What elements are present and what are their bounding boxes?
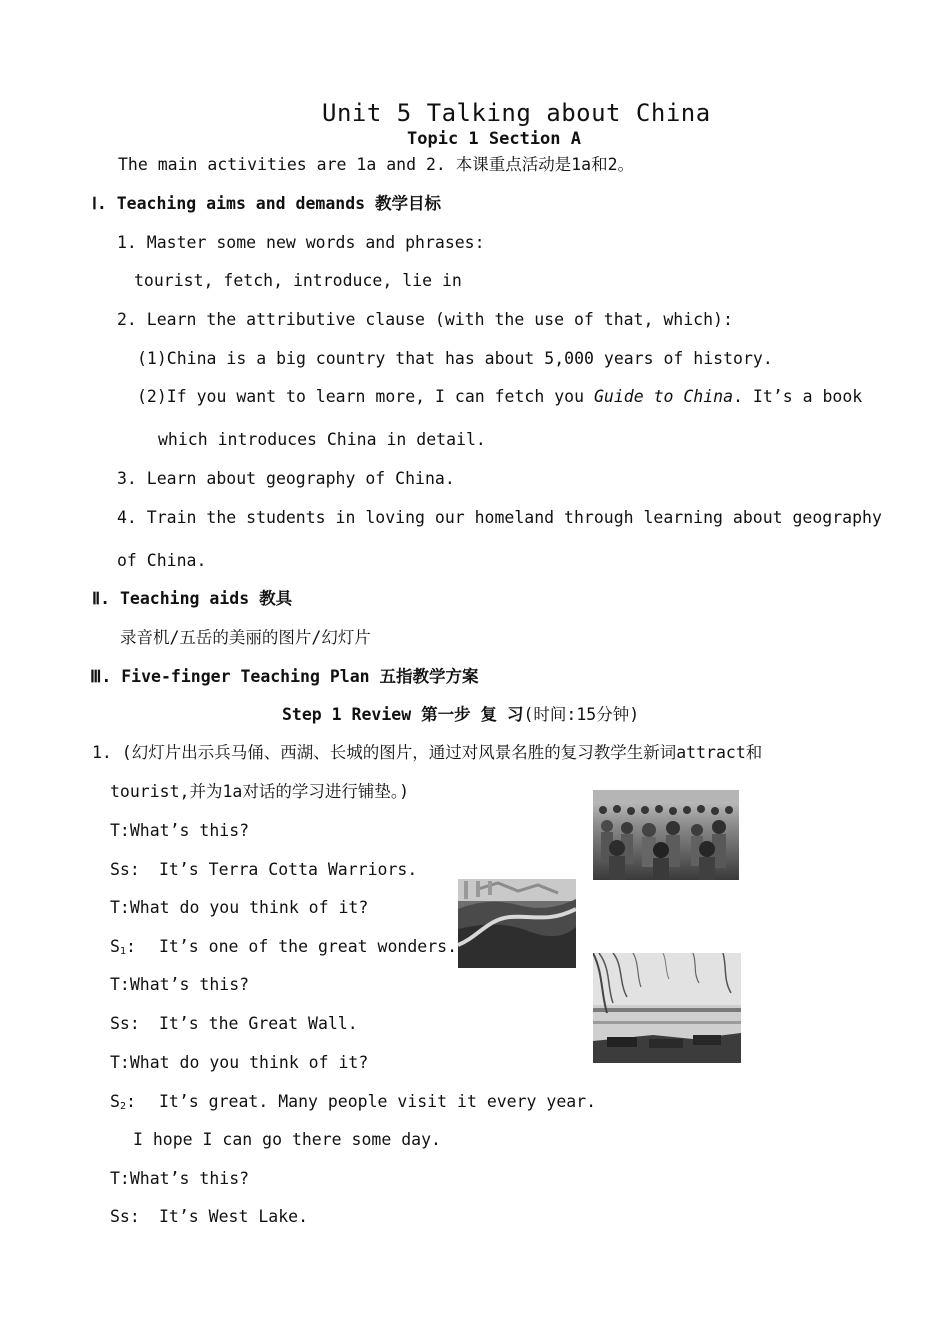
aims-item-2-example-1: (1)China is a big country that has about 5,000 years of history. <box>137 349 773 368</box>
aims-item-3: 3. Learn about geography of China. <box>117 469 455 488</box>
book-title: Guide to China <box>593 387 734 406</box>
dialogue-line: T:What’s this? <box>110 975 250 994</box>
aids-content: 录音机/五岳的美丽的图片/幻灯片 <box>120 628 371 647</box>
west-lake-image <box>593 953 741 1063</box>
terra-cotta-warriors-image <box>593 790 739 880</box>
example-2-post: . It’s a book <box>733 387 863 406</box>
intro-text: The main activities are 1a and 2. 本课重点活动是1a和2。 <box>118 155 635 174</box>
dialogue-line: Ss: It’s Terra Cotta Warriors. <box>110 860 418 879</box>
aims-item-2-example-2-cont: which introduces China in detail. <box>158 430 486 449</box>
dialogue-line: T:What do you think of it? <box>110 1053 369 1072</box>
great-wall-image <box>458 879 576 968</box>
aids-heading: Ⅱ. Teaching aids 教具 <box>92 589 293 608</box>
aims-item-1: 1. Master some new words and phrases: <box>117 233 485 252</box>
step-1-time: (时间:15分钟) <box>523 705 640 724</box>
aims-item-4-cont: of China. <box>117 551 207 570</box>
step-1-label: Step 1 Review 第一步 复 习 <box>282 705 524 724</box>
dialogue-line: Ss: It’s the Great Wall. <box>110 1014 358 1033</box>
page-subtitle: Topic 1 Section A <box>407 129 581 149</box>
aims-item-1-words: tourist, fetch, introduce, lie in <box>134 271 462 290</box>
dialogue-line: I hope I can go there some day. <box>133 1130 441 1149</box>
example-2-pre: (2)If you want to learn more, I can fetch you <box>137 387 594 406</box>
dialogue-line: T:What’s this? <box>110 1169 250 1188</box>
page-title: Unit 5 Talking about China <box>322 99 711 127</box>
dialogue-line: Ss: It’s West Lake. <box>110 1207 309 1226</box>
dialogue-line: T:What’s this? <box>110 821 250 840</box>
step-1-note-line-1: 1. (幻灯片出示兵马俑、西湖、长城的图片，通过对风景名胜的复习教学生新词attract和 <box>92 743 763 762</box>
aims-item-4: 4. Train the students in loving our homeland through learning about geography <box>117 508 882 527</box>
step-1-title <box>282 707 639 724</box>
dialogue-line: $S_1$: It’s one of the great wonders. <box>110 937 458 957</box>
aims-item-2-example-2 <box>137 387 863 406</box>
dialogue-line: T:What do you think of it? <box>110 898 369 917</box>
dialogue-line: $S_2$: It’s great. Many people visit it every year. <box>110 1092 597 1112</box>
aims-heading: Ⅰ. Teaching aims and demands 教学目标 <box>92 194 442 213</box>
step-1-note-line-2: tourist,并为1a对话的学习进行铺垫。) <box>110 782 410 801</box>
aims-item-2: 2. Learn the attributive clause (with the use of that, which): <box>117 310 733 329</box>
plan-heading: Ⅲ. Five-finger Teaching Plan 五指教学方案 <box>90 667 479 686</box>
